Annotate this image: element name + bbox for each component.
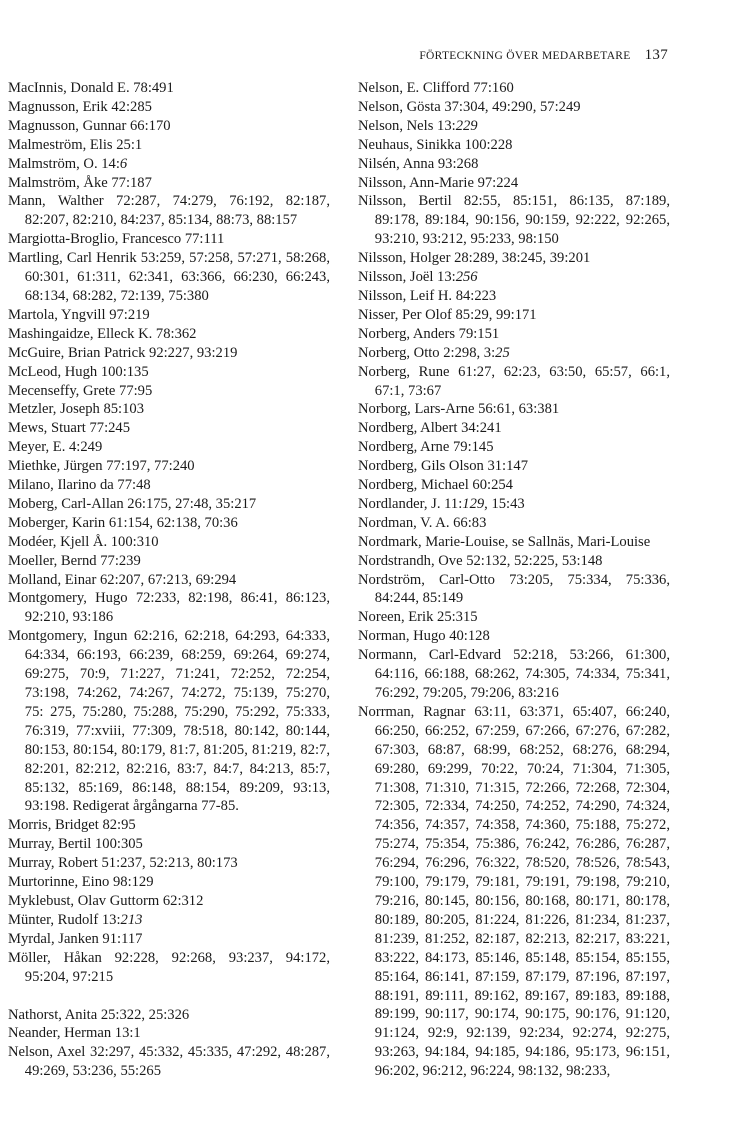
entry-text: Nordberg, Arne 79:145 bbox=[358, 439, 494, 456]
entry-text: Norman, Hugo 40:128 bbox=[358, 628, 490, 645]
entry-text: Mews, Stuart 77:245 bbox=[8, 420, 131, 437]
index-entry bbox=[358, 268, 670, 287]
page-number: 137 bbox=[644, 47, 668, 63]
entry-text: Nordberg, Michael 60:254 bbox=[358, 477, 513, 494]
index-entry bbox=[8, 438, 330, 457]
index-entry bbox=[8, 98, 330, 117]
index-entry bbox=[8, 627, 330, 816]
entry-text: Myrdal, Janken 91:117 bbox=[8, 930, 143, 947]
entry-text: Neuhaus, Sinikka 100:228 bbox=[358, 136, 513, 153]
index-entry bbox=[8, 192, 330, 230]
entry-text: MacInnis, Donald E. 78:491 bbox=[8, 80, 174, 96]
index-entry bbox=[8, 1024, 330, 1043]
entry-text: Neander, Herman 13:1 bbox=[8, 1025, 141, 1042]
index-entry bbox=[358, 646, 670, 703]
index-entry bbox=[8, 873, 330, 892]
index-entry bbox=[8, 306, 330, 325]
entry-text: Nelson, Axel 32:297, 45:332, 45:335, 47:292, 48:287, 49:269, 53:236, 55:265 bbox=[8, 1044, 330, 1080]
index-entry bbox=[8, 117, 330, 136]
index-entry bbox=[358, 571, 670, 609]
index-entry bbox=[8, 419, 330, 438]
entry-text: Nordberg, Albert 34:241 bbox=[358, 420, 502, 437]
index-entry bbox=[358, 306, 670, 325]
index-entry bbox=[358, 419, 670, 438]
index-entry bbox=[8, 930, 330, 949]
index-entry bbox=[358, 476, 670, 495]
index-entry bbox=[358, 287, 670, 306]
entry-italic-page: 229 bbox=[455, 117, 478, 134]
index-entry bbox=[358, 155, 670, 174]
entry-text: Möller, Håkan 92:228, 92:268, 93:237, 94:172, 95:204, 97:215 bbox=[8, 949, 330, 985]
index-entry bbox=[358, 533, 670, 552]
entry-text: Montgomery, Hugo 72:233, 82:198, 86:41, 86:123, 92:210, 93:186 bbox=[8, 590, 330, 626]
index-entry bbox=[8, 400, 330, 419]
index-entry bbox=[358, 325, 670, 344]
entry-text: Murtorinne, Eino 98:129 bbox=[8, 874, 154, 891]
index-entry bbox=[8, 1006, 330, 1025]
index-entry bbox=[8, 476, 330, 495]
index-entry bbox=[8, 854, 330, 873]
index-entry bbox=[8, 514, 330, 533]
entry-text: Normann, Carl-Edvard 52:218, 53:266, 61:300, 64:116, 66:188, 68:262, 74:305, 74:334, 75:341, 76:292, 79:205, 79:206, 83:216 bbox=[358, 647, 670, 701]
index-entry bbox=[358, 249, 670, 268]
entry-text: Nordström, Carl-Otto 73:205, 75:334, 75:336, 84:244, 85:149 bbox=[358, 571, 670, 607]
entry-italic-page: 6 bbox=[119, 155, 128, 172]
entry-text: Miethke, Jürgen 77:197, 77:240 bbox=[8, 458, 195, 475]
entry-text: McLeod, Hugh 100:135 bbox=[8, 363, 149, 380]
index-entry bbox=[8, 552, 330, 571]
index-entry bbox=[8, 835, 330, 854]
index-entry bbox=[358, 552, 670, 571]
index-entry bbox=[8, 382, 330, 401]
index-column-left bbox=[8, 79, 330, 1081]
section-gap bbox=[8, 987, 330, 1006]
index-entry bbox=[8, 249, 330, 306]
index-entry bbox=[358, 79, 670, 98]
entry-text: Martola, Yngvill 97:219 bbox=[8, 306, 150, 323]
index-entry bbox=[8, 533, 330, 552]
index-entry bbox=[358, 344, 670, 363]
running-header bbox=[360, 47, 668, 64]
entry-italic-page: 213 bbox=[120, 911, 143, 928]
index-entry bbox=[358, 363, 670, 401]
entry-text: Nilsén, Anna 93:268 bbox=[358, 155, 479, 172]
index-entry bbox=[358, 627, 670, 646]
index-entry bbox=[8, 230, 330, 249]
index-entry bbox=[358, 98, 670, 117]
entry-text: Mann, Walther 72:287, 74:279, 76:192, 82:187, 82:207, 82:210, 84:237, 85:134, 88:73, 88:157 bbox=[8, 193, 330, 229]
index-entry bbox=[8, 911, 330, 930]
entry-text: Nordmark, Marie-Louise, se Sallnäs, Mari-Louise bbox=[358, 533, 651, 550]
index-entry bbox=[8, 325, 330, 344]
entry-text: Nilsson, Bertil 82:55, 85:151, 86:135, 87:189, 89:178, 89:184, 90:156, 90:159, 92:222, 92:265, 93:210, 93:212, 95:233, 98:150 bbox=[358, 193, 670, 248]
entry-text: McGuire, Brian Patrick 92:227, 93:219 bbox=[8, 344, 238, 361]
index-column-right bbox=[358, 79, 670, 1081]
index-entry bbox=[358, 514, 670, 533]
entry-text-tail: , 15:43 bbox=[484, 495, 525, 512]
entry-text: Nelson, Nels 13: bbox=[358, 117, 456, 134]
index-entry bbox=[8, 892, 330, 911]
index-entry bbox=[358, 400, 670, 419]
index-entry bbox=[358, 457, 670, 476]
index-entry bbox=[8, 79, 330, 98]
index-entry bbox=[8, 344, 330, 363]
index-entry bbox=[8, 174, 330, 193]
entry-text: Malmström, O. 14: bbox=[8, 155, 120, 172]
entry-text: Norberg, Otto 2:298, 3: bbox=[358, 344, 496, 361]
entry-text: Modéer, Kjell Å. 100:310 bbox=[8, 533, 159, 550]
entry-text: Nathorst, Anita 25:322, 25:326 bbox=[8, 1006, 190, 1023]
index-entry bbox=[8, 457, 330, 476]
entry-text: Nisser, Per Olof 85:29, 99:171 bbox=[358, 306, 537, 323]
entry-text: Meyer, E. 4:249 bbox=[8, 439, 103, 456]
index-entry bbox=[8, 136, 330, 155]
entry-text: Murray, Bertil 100:305 bbox=[8, 836, 143, 853]
index-entry bbox=[8, 155, 330, 174]
header-title: FÖRTECKNING ÖVER MEDARBETARE bbox=[419, 50, 631, 62]
entry-text: Norborg, Lars-Arne 56:61, 63:381 bbox=[358, 401, 560, 418]
index-entry bbox=[8, 495, 330, 514]
entry-text: Martling, Carl Henrik 53:259, 57:258, 57:271, 58:268, 60:301, 61:311, 62:341, 63:366, 66:230, 66:243, 68:134, 68:282, 72:139, 75:380 bbox=[8, 250, 330, 304]
index-entry bbox=[358, 703, 670, 1081]
entry-text: Nordberg, Gils Olson 31:147 bbox=[358, 458, 528, 475]
index-entry bbox=[8, 1043, 330, 1081]
entry-text: Nilsson, Leif H. 84:223 bbox=[358, 287, 497, 304]
entry-text: Norrman, Ragnar 63:11, 63:371, 65:407, 66:240, 66:250, 66:252, 67:259, 67:266, 67:276, 67:282, 67:303, 68:87, 68:99, 68:252, 68:276, 68:294, 69:280, 69:299, 70:22, 70:24, 71:304, 71:305, 71:308, 71:310, 71:315, 72:266, 72:268, 72:304, 72:305, 72:334, 74:250, 74:252, 74:290, 74:324, 74:356, 74:357, 74:358, 74:360, 75:188, 75:272, 75:274, 75:354, 75:386, 76:242, 76:286, 76:287, 76:294, 76:296, 76:322, 78:520, 78:526, 78:543, 79:100, 79:179, 79:181, 79:191, 79:198, 79:210, 79:216, 80:145, 80:156, 80:168, 80:171, 80:178, 80:189, 80:205, 81:224, 81:226, 81:234, 81:237, 81:239, 81:252, 82:187, 82:213, 82:217, 83:221, 83:222, 84:173, 85:146, 85:148, 85:154, 85:155, 85:164, 86:141, 87:159, 87:179, 87:196, 87:197, 88:191, 89:111, 89:162, 89:167, 89:183, 89:188, 89:199, 90:117, 90:174, 90:175, 90:176, 91:120, 91:124, 92:9, 92:139, 92:234, 92:274, 92:275, 93:263, 94:184, 94:185, 94:186, 95:173, 96:151, 96:202, 96:212, 96:224, 98:132, 98:233, bbox=[358, 703, 670, 1080]
index-entry bbox=[358, 438, 670, 457]
entry-text: Moberger, Karin 61:154, 62:138, 70:36 bbox=[8, 514, 238, 531]
entry-text: Nordlander, J. 11: bbox=[358, 495, 463, 512]
entry-text: Murray, Robert 51:237, 52:213, 80:173 bbox=[8, 855, 238, 872]
index-entry bbox=[8, 571, 330, 590]
index-entry bbox=[358, 136, 670, 155]
entry-text: Moberg, Carl-Allan 26:175, 27:48, 35:217 bbox=[8, 495, 257, 512]
index-entry bbox=[358, 192, 670, 249]
entry-text: Nilsson, Joël 13: bbox=[358, 269, 456, 286]
entry-text: Malmström, Åke 77:187 bbox=[8, 174, 152, 191]
index-entry bbox=[8, 589, 330, 627]
entry-italic-page: 256 bbox=[455, 269, 478, 286]
entry-text: Molland, Einar 62:207, 67:213, 69:294 bbox=[8, 571, 237, 588]
index-entry bbox=[358, 495, 670, 514]
entry-italic-page: 25 bbox=[495, 344, 510, 361]
entry-text: Magnusson, Erik 42:285 bbox=[8, 98, 152, 115]
entry-text: Magnusson, Gunnar 66:170 bbox=[8, 117, 171, 134]
index-entry bbox=[358, 608, 670, 627]
entry-text: Norberg, Rune 61:27, 62:23, 63:50, 65:57, 66:1, 67:1, 73:67 bbox=[358, 363, 670, 399]
entry-text: Mashingaidze, Elleck K. 78:362 bbox=[8, 325, 197, 342]
entry-text: Margiotta-Broglio, Francesco 77:111 bbox=[8, 231, 225, 248]
entry-text: Metzler, Joseph 85:103 bbox=[8, 401, 145, 418]
entry-text: Nilsson, Ann-Marie 97:224 bbox=[358, 174, 519, 191]
index-entry bbox=[8, 949, 330, 987]
entry-text: Moeller, Bernd 77:239 bbox=[8, 552, 141, 569]
entry-text: Nelson, E. Clifford 77:160 bbox=[358, 80, 514, 96]
entry-text: Nilsson, Holger 28:289, 38:245, 39:201 bbox=[358, 250, 591, 267]
index-entry bbox=[8, 363, 330, 382]
entry-text: Milano, Ilarino da 77:48 bbox=[8, 477, 151, 494]
entry-text: Nordman, V. A. 66:83 bbox=[358, 514, 487, 531]
entry-text: Montgomery, Ingun 62:216, 62:218, 64:293, 64:333, 64:334, 66:193, 66:239, 68:259, 69:264, 69:274, 69:275, 70:9, 71:227, 71:241, 72:252, 72:254, 73:198, 74:262, 74:267, 74:272, 75:139, 75:270, 75: 275, 75:280, 75:288, 75:290, 75:292, 75:333, 76:319, 77:xviii, 77:309, 78:518, 80:142, 80:144, 80:153, 80:154, 80:179, 81:7, 81:205, 81:219, 82:7, 82:201, 82:212, 82:216, 83:7, 84:7, 84:213, 85:7, 85:132, 85:169, 86:148, 88:154, 89:209, 93:13, 93:198. Redigerat årgångarna 77-85. bbox=[8, 628, 330, 815]
entry-text: Nelson, Gösta 37:304, 49:290, 57:249 bbox=[358, 98, 581, 115]
entry-italic-page: 129 bbox=[462, 495, 485, 512]
entry-text: Münter, Rudolf 13: bbox=[8, 911, 121, 928]
index-entry bbox=[8, 816, 330, 835]
entry-text: Malmeström, Elis 25:1 bbox=[8, 136, 143, 153]
index-entry bbox=[358, 174, 670, 193]
entry-text: Morris, Bridget 82:95 bbox=[8, 817, 136, 834]
entry-text: Norberg, Anders 79:151 bbox=[358, 325, 500, 342]
entry-text: Mecenseffy, Grete 77:95 bbox=[8, 382, 153, 399]
entry-text: Noreen, Erik 25:315 bbox=[358, 609, 478, 626]
entry-text: Myklebust, Olav Guttorm 62:312 bbox=[8, 892, 204, 909]
index-entry bbox=[358, 117, 670, 136]
entry-text: Nordstrandh, Ove 52:132, 52:225, 53:148 bbox=[358, 552, 603, 569]
